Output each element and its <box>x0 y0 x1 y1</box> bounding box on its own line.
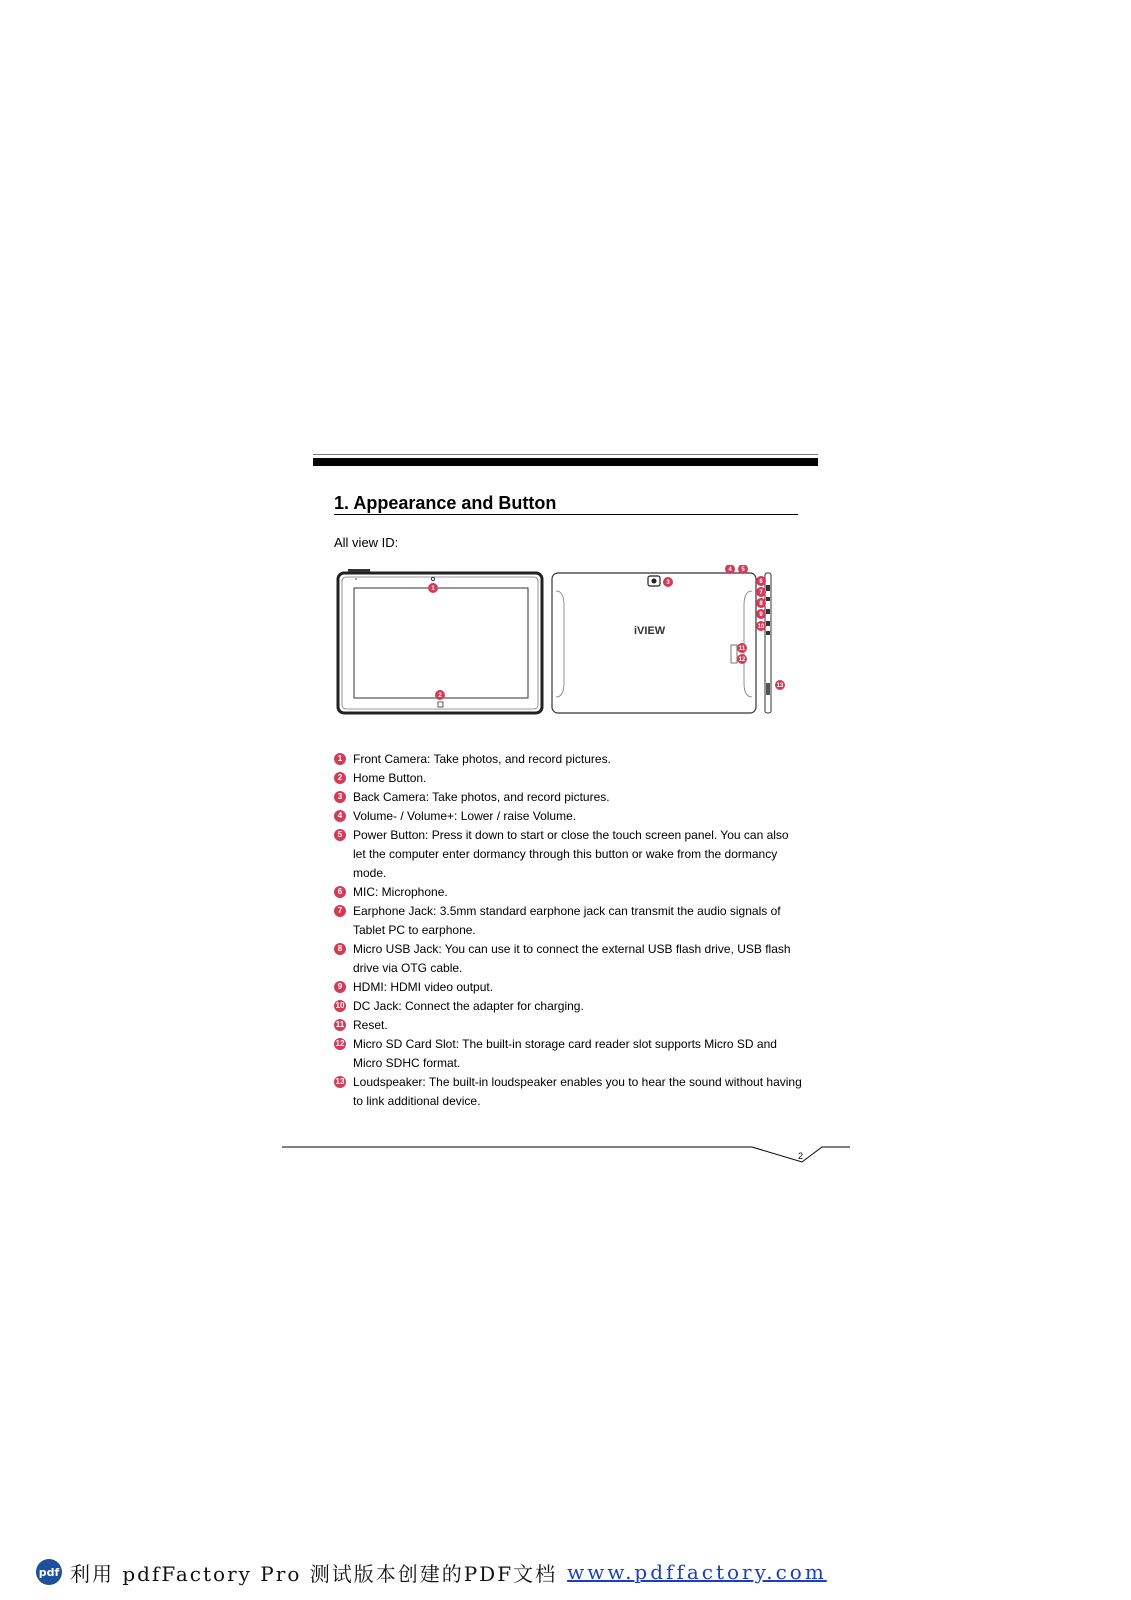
item-text: Micro USB Jack: You can use it to connect the external USB flash drive, USB flash drive via OTG cable. <box>353 942 791 975</box>
item-number: 9 <box>334 981 346 993</box>
item-number: 10 <box>335 1001 345 1010</box>
svg-text:6: 6 <box>759 579 763 585</box>
item-text: Volume- / Volume+: Lower / raise Volume. <box>353 809 577 823</box>
footer-rule <box>282 1144 852 1164</box>
item-text: Earphone Jack: 3.5mm standard earphone jack can transmit the audio signals of Tablet PC to earphone. <box>353 904 781 937</box>
item-number: 7 <box>334 905 346 917</box>
callout-9 <box>756 609 766 619</box>
page-number: 2 <box>798 1151 804 1161</box>
svg-text:7: 7 <box>759 590 763 596</box>
item-number: 3 <box>334 791 346 803</box>
item-number: 2 <box>334 772 346 784</box>
watermark-text: 利用 pdfFactory Pro 测试版本创建的PDF文档 <box>70 1561 558 1586</box>
item-text: Reset. <box>353 1018 388 1032</box>
svg-text:1: 1 <box>431 586 435 592</box>
component-list <box>334 750 804 1111</box>
callout-2 <box>435 690 445 700</box>
side-view <box>765 573 771 713</box>
item-number: 6 <box>334 886 346 898</box>
callout-8 <box>756 598 766 608</box>
item-text: Power Button: Press it down to start or close the touch screen panel. You can also let the computer enter dormancy through this button or wake from the dormancy mode. <box>353 828 789 880</box>
item-text: DC Jack: Connect the adapter for charging. <box>353 999 584 1013</box>
list-item <box>334 978 804 997</box>
section-title: 1. Appearance and Button <box>334 493 557 513</box>
item-number: 1 <box>334 753 346 765</box>
svg-text:10: 10 <box>757 624 765 630</box>
list-item <box>334 788 804 807</box>
callout-11 <box>737 643 747 653</box>
list-item <box>334 1073 804 1111</box>
svg-text:8: 8 <box>759 601 763 607</box>
item-number: 4 <box>334 810 346 822</box>
list-item <box>334 902 804 940</box>
svg-text:13: 13 <box>776 683 784 689</box>
list-item <box>334 883 804 902</box>
list-item <box>334 1035 804 1073</box>
callout-6 <box>756 576 766 586</box>
item-text: Micro SD Card Slot: The built-in storage card reader slot supports Micro SD and Micro SDHC format. <box>353 1037 777 1070</box>
list-item <box>334 997 804 1016</box>
list-item <box>334 826 804 883</box>
watermark-link[interactable]: www.pdffactory.com <box>567 1560 827 1584</box>
item-number: 13 <box>335 1077 345 1086</box>
svg-text:4: 4 <box>728 567 732 573</box>
item-number: 8 <box>334 943 346 955</box>
back-view <box>552 573 756 713</box>
item-number: 12 <box>335 1039 345 1048</box>
iview-logo: iVIEW <box>634 625 666 637</box>
item-text: HDMI: HDMI video output. <box>353 980 494 994</box>
callout-10 <box>756 621 766 631</box>
figure-caption: All view ID: <box>334 535 399 550</box>
list-item <box>334 940 804 978</box>
title-underline <box>334 514 798 515</box>
pdffactory-logo: pdf <box>36 1559 62 1585</box>
pdffactory-watermark <box>36 1556 827 1588</box>
svg-text:5: 5 <box>741 567 745 573</box>
callout-1 <box>428 583 438 593</box>
header-rule-thick <box>313 458 818 466</box>
callout-7 <box>756 587 766 597</box>
list-item <box>334 769 804 788</box>
list-item <box>334 807 804 826</box>
item-text: Home Button. <box>353 771 427 785</box>
item-number: 11 <box>335 1020 345 1029</box>
svg-text:3: 3 <box>666 580 670 586</box>
header-rule-thin <box>313 454 818 455</box>
callout-13 <box>775 680 785 690</box>
device-diagram <box>334 565 794 721</box>
list-item <box>334 750 804 769</box>
callout-12 <box>737 654 747 664</box>
item-number: 5 <box>334 829 346 841</box>
item-text: Loudspeaker: The built-in loudspeaker enables you to hear the sound without having to link additional device. <box>353 1075 802 1108</box>
item-text: Back Camera: Take photos, and record pictures. <box>353 790 610 804</box>
svg-text:9: 9 <box>759 612 763 618</box>
item-text: Front Camera: Take photos, and record pictures. <box>353 752 611 766</box>
svg-text:11: 11 <box>738 646 746 652</box>
svg-text:12: 12 <box>738 657 746 663</box>
item-text: MIC: Microphone. <box>353 885 448 899</box>
svg-text:2: 2 <box>438 693 442 699</box>
list-item <box>334 1016 804 1035</box>
callout-3 <box>663 577 673 587</box>
